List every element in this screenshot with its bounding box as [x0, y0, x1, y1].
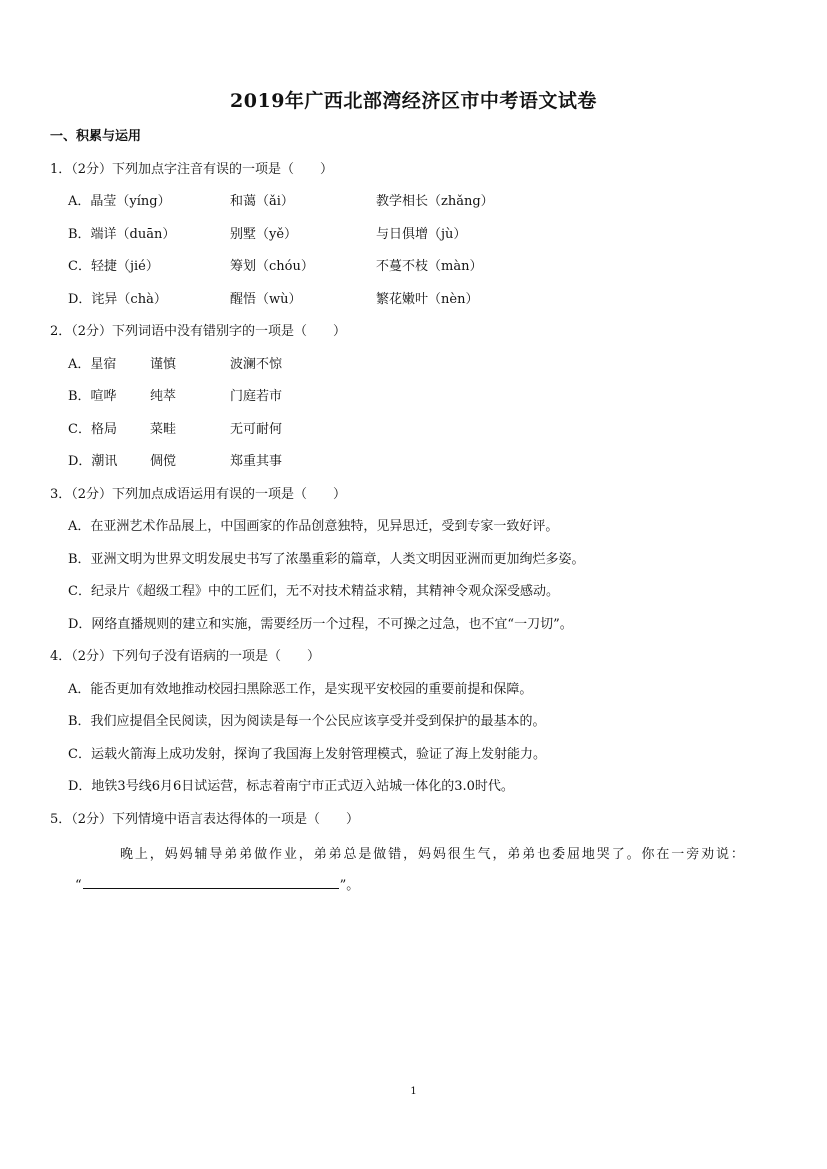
q1-option-b-3: 与日俱增（jù）: [376, 227, 467, 242]
q1-option-c-1: C．轻捷（jié）: [68, 259, 159, 274]
page-number: 1: [410, 1086, 417, 1097]
q2-option-c-3: 无可耐何: [230, 422, 283, 437]
q5-answer-line: [75, 874, 359, 893]
q2-option-c-1: C．格局: [68, 422, 117, 437]
q5-close-quote: ”。: [339, 878, 360, 893]
q2-option-a-3: 波澜不惊: [230, 357, 283, 372]
q4-option-c: C．运载火箭海上成功发射，探询了我国海上发射管理模式，验证了海上发射能力。: [68, 747, 546, 762]
q3-option-c: C．纪录片《超级工程》中的工匠们，无不对技术精益求精，其精神令观众深受感动。: [68, 584, 559, 599]
q3-option-d: D．网络直播规则的建立和实施，需要经历一个过程，不可操之过急，也不宜“一刀切”。: [68, 617, 573, 632]
q5-passage: 晚上，妈妈辅导弟弟做作业，弟弟总是做错，妈妈很生气，弟弟也委屈地哭了。你在一旁劝说：: [120, 847, 746, 862]
q3-option-a: A．在亚洲艺术作品展上，中国画家的作品创意独特，见异思迁，受到专家一致好评。: [68, 519, 559, 534]
q2-option-d-1: D．潮讯: [68, 454, 118, 469]
q5-answer-blank[interactable]: [83, 876, 339, 889]
q4-option-a: A．能否更加有效地推动校园扫黑除恶工作，是实现平安校园的重要前提和保障。: [68, 682, 533, 697]
section-heading: 一、积累与运用: [50, 129, 142, 144]
page-title: 2019年广西北部湾经济区市中考语文试卷: [230, 90, 597, 112]
q1-option-d-1: D．诧异（chà）: [68, 292, 167, 307]
q1-option-c-2: 筹划（chóu）: [230, 259, 314, 274]
q1-option-a-1: A．晶莹（yíng）: [68, 194, 171, 209]
q2-option-b-2: 纯萃: [150, 389, 177, 404]
q2-option-d-2: 倜傥: [150, 454, 177, 469]
q1-option-d-2: 醒悟（wù）: [230, 292, 302, 307]
q2-option-d-3: 郑重其事: [230, 454, 283, 469]
q1-option-d-3: 繁花嫩叶（nèn）: [376, 292, 479, 307]
q4-option-d: D．地铁3号线6月6日试运营，标志着南宁市正式迈入站城一体化的3.0时代。: [68, 779, 514, 794]
q2-option-a-2: 谨慎: [150, 357, 177, 372]
q4-option-b: B．我们应提倡全民阅读，因为阅读是每一个公民应该享受并受到保护的最基本的。: [68, 714, 546, 729]
q2-option-c-2: 菜畦: [150, 422, 177, 437]
q1-option-a-2: 和蔼（ǎi）: [230, 194, 294, 209]
q2-option-a-1: A．星宿: [68, 357, 117, 372]
q5-open-quote: “: [75, 878, 82, 893]
q1-option-c-3: 不蔓不枝（màn）: [376, 259, 483, 274]
question-1-stem: 1．（2分）下列加点字注音有误的一项是（ ）: [50, 162, 334, 177]
question-5-stem: 5．（2分）下列情境中语言表达得体的一项是（ ）: [50, 812, 360, 827]
question-3-stem: 3．（2分）下列加点成语运用有误的一项是（ ）: [50, 487, 347, 502]
question-2-stem: 2．（2分）下列词语中没有错别字的一项是（ ）: [50, 324, 347, 339]
q1-option-a-3: 教学相长（zhǎng）: [376, 194, 494, 209]
q2-option-b-3: 门庭若市: [230, 389, 283, 404]
q1-option-b-1: B．端详（duān）: [68, 227, 176, 242]
q2-option-b-1: B．喧哗: [68, 389, 117, 404]
question-4-stem: 4．（2分）下列句子没有语病的一项是（ ）: [50, 649, 321, 664]
q3-option-b: B．亚洲文明为世界文明发展史书写了浓墨重彩的篇章，人类文明因亚洲而更加绚烂多姿。: [68, 552, 585, 567]
q1-option-b-2: 别墅（yě）: [230, 227, 298, 242]
